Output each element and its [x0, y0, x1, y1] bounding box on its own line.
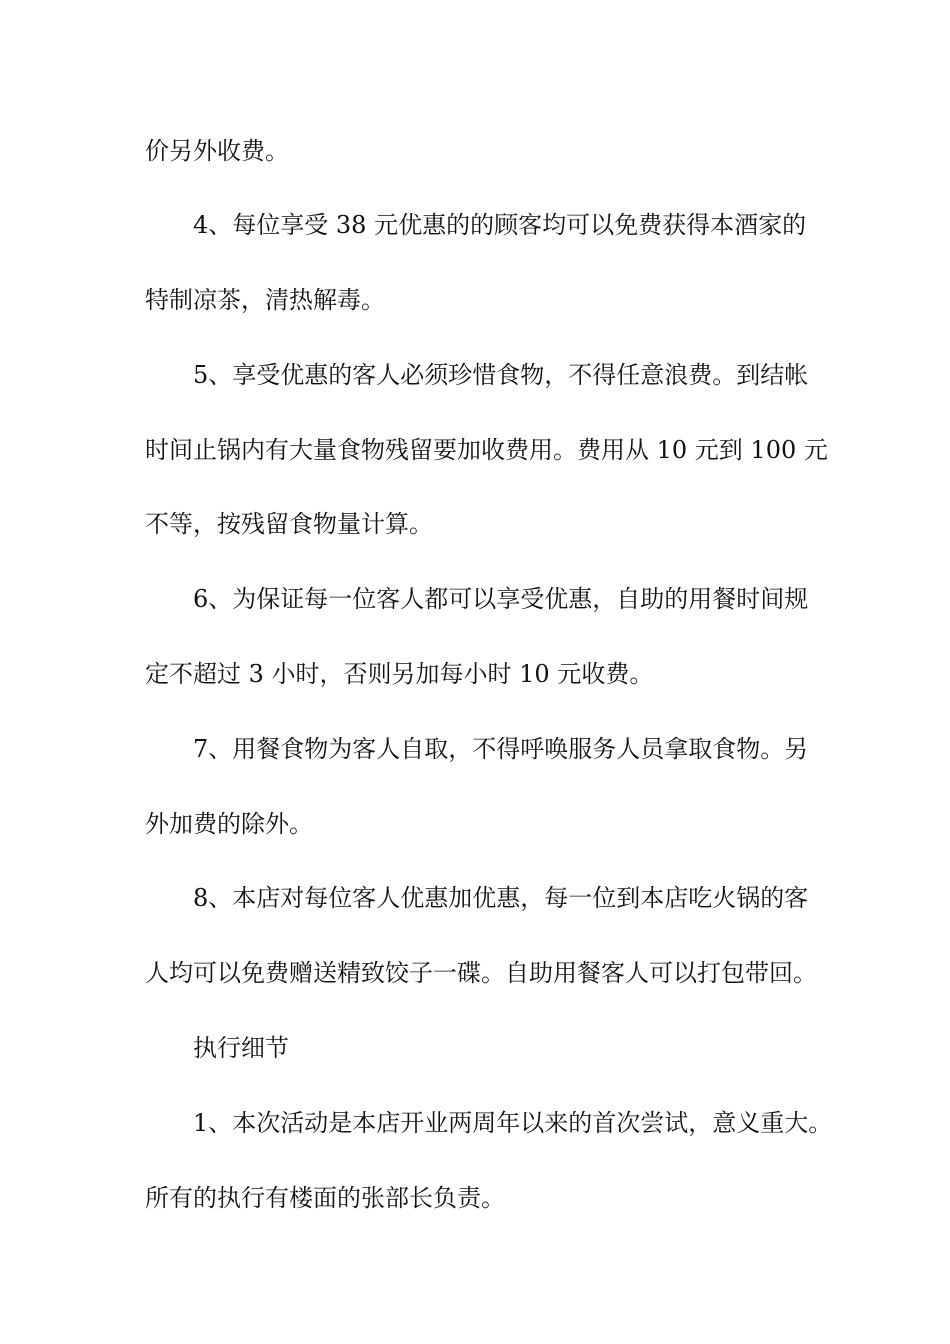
section-heading: 执行细节: [193, 1034, 289, 1062]
list-item-1-line-2: 所有的执行有楼面的张部长负责。: [145, 1184, 505, 1212]
list-item-5-line-3: 不等，按残留食物量计算。: [145, 510, 433, 538]
list-item-4-line-1: 4、每位享受 38 元优惠的的顾客均可以免费获得本酒家的: [193, 211, 807, 239]
list-item-6-line-1: 6、为保证每一位客人都可以享受优惠，自助的用餐时间规: [193, 585, 809, 613]
list-item-7-line-2: 外加费的除外。: [145, 810, 313, 838]
list-item-8-line-1: 8、本店对每位客人优惠加优惠，每一位到本店吃火锅的客: [193, 884, 809, 912]
list-item-5-line-1: 5、享受优惠的客人必须珍惜食物，不得任意浪费。到结帐: [193, 361, 809, 389]
list-item-1-line-1: 1、本次活动是本店开业两周年以来的首次尝试，意义重大。: [193, 1109, 833, 1137]
list-item-7-line-1: 7、用餐食物为客人自取，不得呼唤服务人员拿取食物。另: [193, 735, 809, 763]
paragraph-line: 价另外收费。: [145, 137, 289, 165]
list-item-6-line-2: 定不超过 3 小时，否则另加每小时 10 元收费。: [145, 660, 654, 688]
list-item-5-line-2: 时间止锅内有大量食物残留要加收费用。费用从 10 元到 100 元: [145, 436, 828, 464]
list-item-4-line-2: 特制凉茶，清热解毒。: [145, 286, 385, 314]
list-item-8-line-2: 人均可以免费赠送精致饺子一碟。自助用餐客人可以打包带回。: [145, 959, 817, 987]
